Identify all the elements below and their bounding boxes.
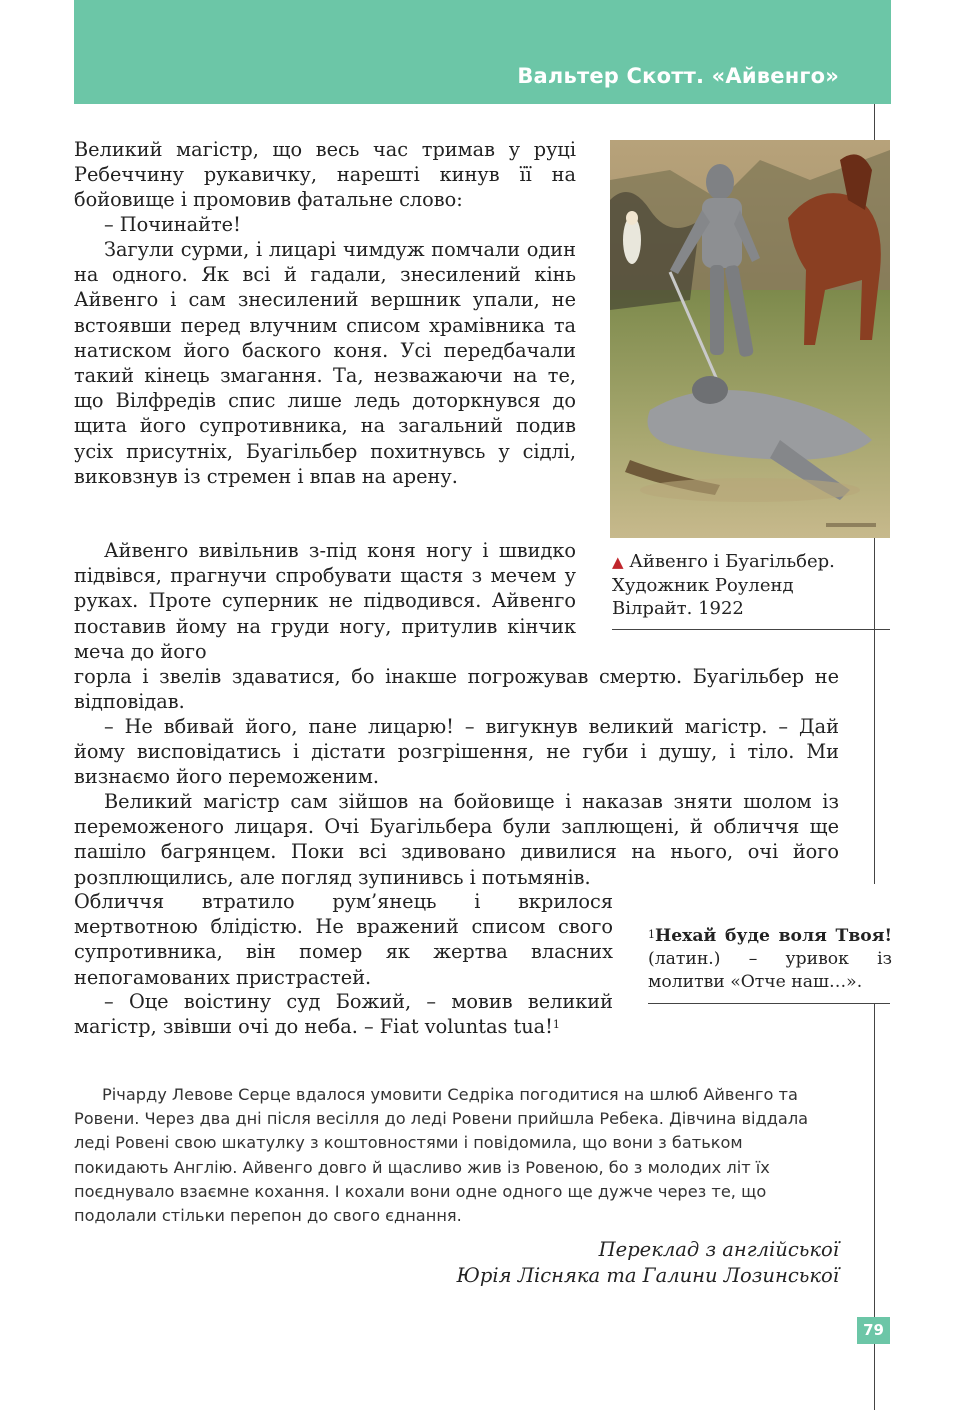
margin-rule-middle <box>874 632 875 884</box>
margin-rule-bottom <box>874 1003 875 1410</box>
paragraph-1: Великий магістр, що весь час тримав у руці Ребеччину рукавичку, нарешті кинув її на бойовище і промовив фатальне слово: <box>74 138 576 212</box>
header-band <box>74 0 891 104</box>
footnote-reference[interactable]: 1 <box>552 1018 560 1032</box>
footnote-rule <box>648 1003 890 1004</box>
running-header-title: Вальтер Скотт. «Айвенго» <box>517 64 839 88</box>
footnote-text: (латин.) – уривок із молитви «Отче наш…». <box>648 949 892 992</box>
paragraph-7 <box>74 989 613 1039</box>
paragraph-2: – Починайте! <box>104 213 241 236</box>
translator-line-2: Юрія Лісняка та Галини Лозинської <box>456 1264 839 1287</box>
paragraph-6: Великий магістр сам зійшов на бойовище і наказав зняти шолом із переможеного лицаря. Очі Буагільбера були заплющені, й обличчя ще пашіло багрянцем. Поки всі здивовано дивилися на нього, очі його розплющились, але погляд зупинивсь і потьмянів. <box>74 790 839 889</box>
illustration-caption <box>612 550 874 620</box>
caption-text: Айвенго і Буагільбер. Художник Роуленд Вілрайт. 1922 <box>612 551 835 619</box>
plot-summary: Річарду Левове Серце вдалося умовити Седріка погодитися на шлюб Айвенго та Ровени. Через два дні після весілля до леді Ровени прийшла Ребека. Дівчина віддала леді Ровені свою шкатулку з коштовностями і повідомила, що вони з батьком покидають Англію. Айвенго довго й щасливо жив із Ровеною, бо з молодих літ їх поєднувало взаємне кохання. І кохали вони одне одного ще дужче через те, що подолали стільки перепон до свого єднання. <box>74 1085 809 1226</box>
painting-image <box>610 140 890 538</box>
paragraph-6-continued: Обличчя втратило рум’янець і вкрилося мертвотною блідістю. Не вражений списом свого супротивника, він помер як жертва власних непогамованих пристрастей. <box>74 890 613 989</box>
footnote-number: 1 <box>648 928 655 941</box>
paragraph-5: – Не вбивай його, пане лицарю! – вигукнув великий магістр. – Дай йому висповідатись і дістати розгрішення, не губи і душу, і тіло. Ми визнаємо його переможеним. <box>74 715 839 789</box>
illustration-ivanhoe-and-bois-guilbert <box>610 140 890 538</box>
caption-triangle-icon: ▲ <box>612 553 624 571</box>
paragraph-4-continued: горла і звелів здаватися, бо інакше погрожував смертю. Буагільбер не відповідав. <box>74 665 839 714</box>
paragraph-3: Загули сурми, і лицарі чимдуж помчали один на одного. Як всі й гадали, знесилений кінь Айвенго і сам знесилений вершник упали, не встоявши перед влучним списом храмівника та натиском його баского коня. Усі передбачали такий кінець змагання. Та, незважаючи на те, що Вілфредів спис лише ледь доторкнувся до щита його супротивника, на загальний подив усіх присутніх, Буагільбер похитнувсь у сідлі, виковзнув із стремен і впав на арену. <box>74 238 576 488</box>
footnote-term: Нехай буде воля Твоя! <box>655 926 892 946</box>
paragraph-7-text: – Оце воістину суд Божий, – мовив великий магістр, звівши очі до неба. – Fiat voluntas tua! <box>74 990 613 1039</box>
translator-line-1: Переклад з англійської <box>598 1238 839 1261</box>
page-number: 79 <box>857 1317 890 1344</box>
translator-credit <box>339 1237 839 1289</box>
caption-rule <box>612 629 890 630</box>
paragraph-4: Айвенго вивільнив з-під коня ногу і швидко підвівся, прагнучи спробувати щастя з мечем у руках. Проте суперник не підводився. Айвенго поставив йому на груди ногу, притулив кінчик меча до його <box>74 539 576 663</box>
footnote <box>648 925 892 994</box>
